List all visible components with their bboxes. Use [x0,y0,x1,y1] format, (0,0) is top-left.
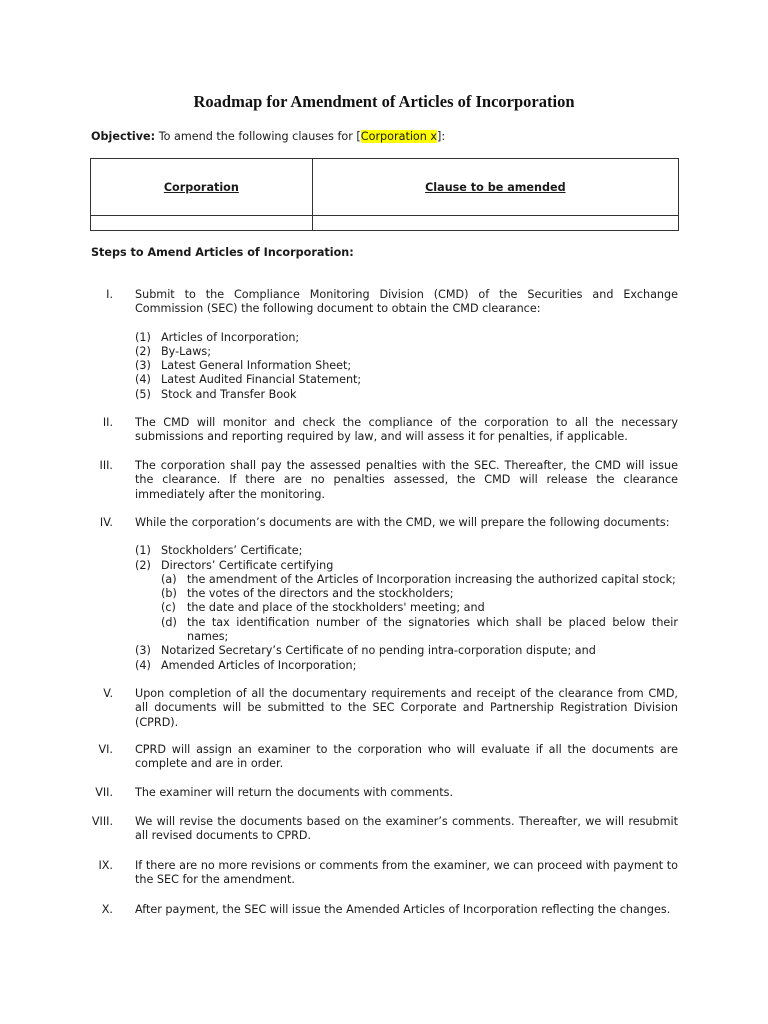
list-item: (2) Directors’ Certificate certifying (a) the amendment of the Articles of Incorporation increasing the authorized capital stock; (b) the votes of the directors and the stockholders; (c) the date and place of the stockholders' meeting; and (d) the tax identification number of the signatories which shall be placed below their names; [135,558,678,644]
step-number: V. [103,687,113,700]
list-item: (1) Articles of Incorporation; [135,330,300,344]
objective-label: Objective: [91,130,156,143]
step-i [60,288,678,402]
step-viii [60,815,678,844]
objective-text: To amend the following clauses for [ [158,130,361,143]
steps-heading: Steps to Amend Articles of Incorporation: [91,246,354,259]
step-text: The corporation shall pay the assessed penalties with the SEC. Thereafter, the CMD will issue the clearance. If there are no penalties assessed, the CMD will release the clearance immediately after the monitoring. [135,459,678,501]
list-item: (5) Stock and Transfer Book [135,387,297,401]
step-text: After payment, the SEC will issue the Amended Articles of Incorporation reflecting the changes. [135,903,671,916]
table-cell-corporation [91,216,313,231]
step-text: Upon completion of all the documentary requirements and receipt of the clearance from CMD, all documents will be submitted to the SEC Corporate and Partnership Registration Division (CPRD). [135,687,678,729]
list-item: (2) By-Laws; [135,344,211,358]
step-text: If there are no more revisions or comments from the examiner, we can proceed with payment to the SEC for the amendment. [135,859,678,887]
clauses-table [90,158,679,231]
step-text: The examiner will return the documents with comments. [135,786,454,799]
list-item: (4) Latest Audited Financial Statement; [135,373,362,387]
step-number: IX. [98,859,113,872]
table-cell-clause [312,216,678,231]
step-number: X. [101,903,113,916]
table-row [91,216,679,231]
step-text: The CMD will monitor and check the compliance of the corporation to all the necessary submissions and reporting required by law, and will assess it for penalties, if applicable. [135,416,678,444]
objective-line [91,130,445,143]
step-number: IV. [99,516,113,529]
certification-items-list [161,573,678,644]
step-vi [60,743,678,772]
table-header-row [91,159,679,216]
step-number: VIII. [91,815,113,828]
step-number: VII. [95,786,113,799]
list-item: (4) Amended Articles of Incorporation; [135,658,357,672]
step-ii [60,416,678,445]
required-documents-list [135,331,678,402]
step-vii [60,786,678,800]
step-number: II. [102,416,113,429]
list-item: (1) Stockholders’ Certificate; [135,544,303,558]
sub-list-item: (c) the date and place of the stockholders' meeting; and [161,601,485,615]
header-clause-to-be-amended: Clause to be amended [312,159,678,216]
step-number: VI. [98,743,113,756]
sub-list-item: (d) the tax identification number of the signatories which shall be placed below their names; [161,615,678,644]
step-text: CPRD will assign an examiner to the corporation who will evaluate if all the documents are complete and are in order. [135,743,678,771]
step-v [60,687,678,730]
step-ix [60,859,678,888]
step-iv [60,516,678,673]
list-item: (3) Latest General Information Sheet; [135,359,352,373]
sub-list-item: (b) the votes of the directors and the stockholders; [161,587,454,601]
step-x [60,903,678,917]
corporation-placeholder-highlight: Corporation x [360,130,438,143]
step-text: Submit to the Compliance Monitoring Division (CMD) of the Securities and Exchange Commission (SEC) the following document to obtain the CMD clearance: [135,288,678,316]
document-title: Roadmap for Amendment of Articles of Incorporation [193,92,575,111]
step-iii [60,459,678,502]
objective-end: ]: [437,130,446,143]
step-number: I. [106,288,113,301]
step-text: We will revise the documents based on the examiner’s comments. Thereafter, we will resubmit all revised documents to CPRD. [135,815,678,843]
step-text: While the corporation’s documents are with the CMD, we will prepare the following documents: [135,516,670,529]
documents-to-prepare-list [135,544,678,673]
sub-list-item: (a) the amendment of the Articles of Incorporation increasing the authorized capital stock; [161,572,676,586]
header-corporation: Corporation [91,159,313,216]
list-item: (3) Notarized Secretary’s Certificate of no pending intra-corporation dispute; and [135,644,596,658]
step-number: III. [99,459,113,472]
